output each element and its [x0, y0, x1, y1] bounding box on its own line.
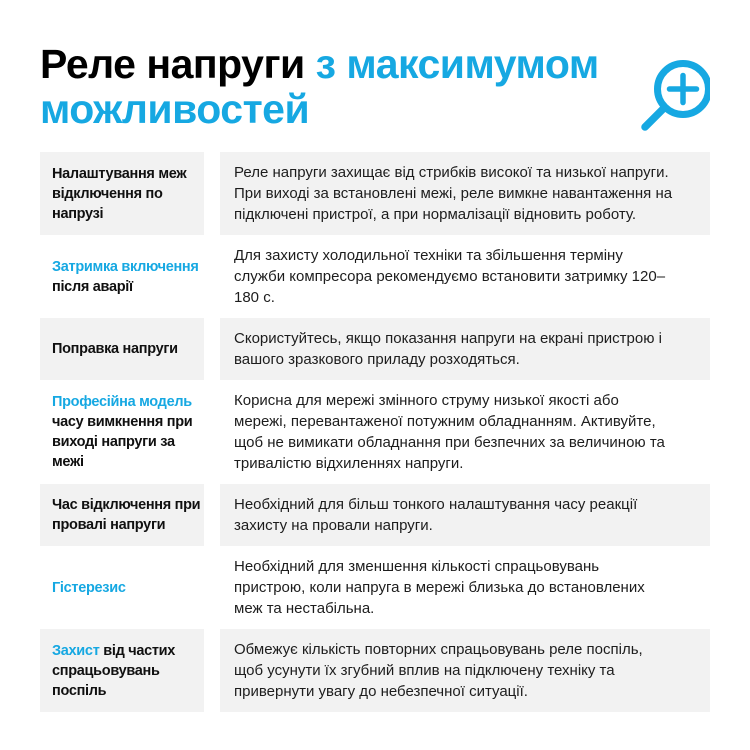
feature-term — [40, 235, 204, 318]
feature-term — [40, 629, 204, 712]
description-text: Корисна для мережі змінного струму низької якості або мережі, перевантаженої потужним обладнанням. Активуйте, щоб не вимикати обладнання при безпечних за величиною та тривалістю відхиленнях напруги. — [234, 392, 665, 472]
feature-description — [220, 235, 710, 318]
table-row — [40, 318, 710, 380]
table-row — [40, 380, 710, 484]
description-text: Необхідний для зменшення кількості спрацьовувань пристрою, коли напруга в мережі близька до встановлених меж та нестабільна. — [234, 558, 645, 617]
table-row — [40, 546, 710, 629]
feature-term — [40, 546, 204, 629]
term-rest: часу вимкнення при виході напруги за межі — [52, 414, 193, 470]
page-title — [40, 42, 626, 132]
table-row — [40, 629, 710, 712]
column-gap — [204, 484, 220, 546]
feature-description — [220, 152, 710, 235]
term-accent: Затримка включення — [52, 258, 199, 275]
column-gap — [204, 380, 220, 484]
feature-term — [40, 318, 204, 380]
description-text: Скористуйтесь, якщо показання напруги на екрані пристрою і вашого зразкового приладу розходяться. — [234, 330, 662, 368]
feature-description — [220, 380, 710, 484]
description-text: Для захисту холодильної техніки та збільшення терміну служби компресора рекомендуємо встановити затримку 120–180 с. — [234, 247, 666, 306]
term-accent: Професійна модель — [52, 394, 192, 410]
feature-term — [40, 484, 204, 546]
feature-term — [40, 152, 204, 235]
column-gap — [204, 318, 220, 380]
term-rest: після аварії — [52, 278, 133, 295]
magnifier-plus-icon — [632, 48, 710, 141]
term-rest: від частих спрацьовувань поспіль — [52, 642, 176, 699]
description-text: Обмежує кількість повторних спрацьовувань реле поспіль, щоб усунути їх згубний вплив на підключену техніку та привернути увагу до небезпечної ситуації. — [234, 641, 643, 700]
term-accent: Гістерезис — [52, 579, 126, 596]
term-rest: Поправка напруги — [52, 341, 178, 357]
feature-description — [220, 484, 710, 546]
features-table — [40, 152, 710, 712]
term-rest: Час відключення при провалі напруги — [52, 497, 201, 533]
title-accent-part: з максимумом можливостей — [40, 41, 599, 132]
column-gap — [204, 152, 220, 235]
description-text: Необхідний для більш тонкого налаштування часу реакції захисту на провали напруги. — [234, 496, 638, 534]
column-gap — [204, 235, 220, 318]
table-row — [40, 484, 710, 546]
feature-description — [220, 629, 710, 712]
term-rest: Налаштування меж відключення по напрузі — [52, 165, 187, 222]
feature-term — [40, 380, 204, 484]
header — [40, 42, 710, 141]
term-accent: Захист — [52, 642, 104, 659]
title-black-part: Реле напруги — [40, 41, 316, 87]
feature-description — [220, 546, 710, 629]
column-gap — [204, 629, 220, 712]
column-gap — [204, 546, 220, 629]
feature-description — [220, 318, 710, 380]
table-row — [40, 235, 710, 318]
table-row — [40, 152, 710, 235]
description-text: Реле напруги захищає від стрибків високої та низької напруги. При виході за встановлені межі, реле вимкне навантаження на підключені пристрої, а при нормалізації відновить роботу. — [234, 164, 673, 223]
